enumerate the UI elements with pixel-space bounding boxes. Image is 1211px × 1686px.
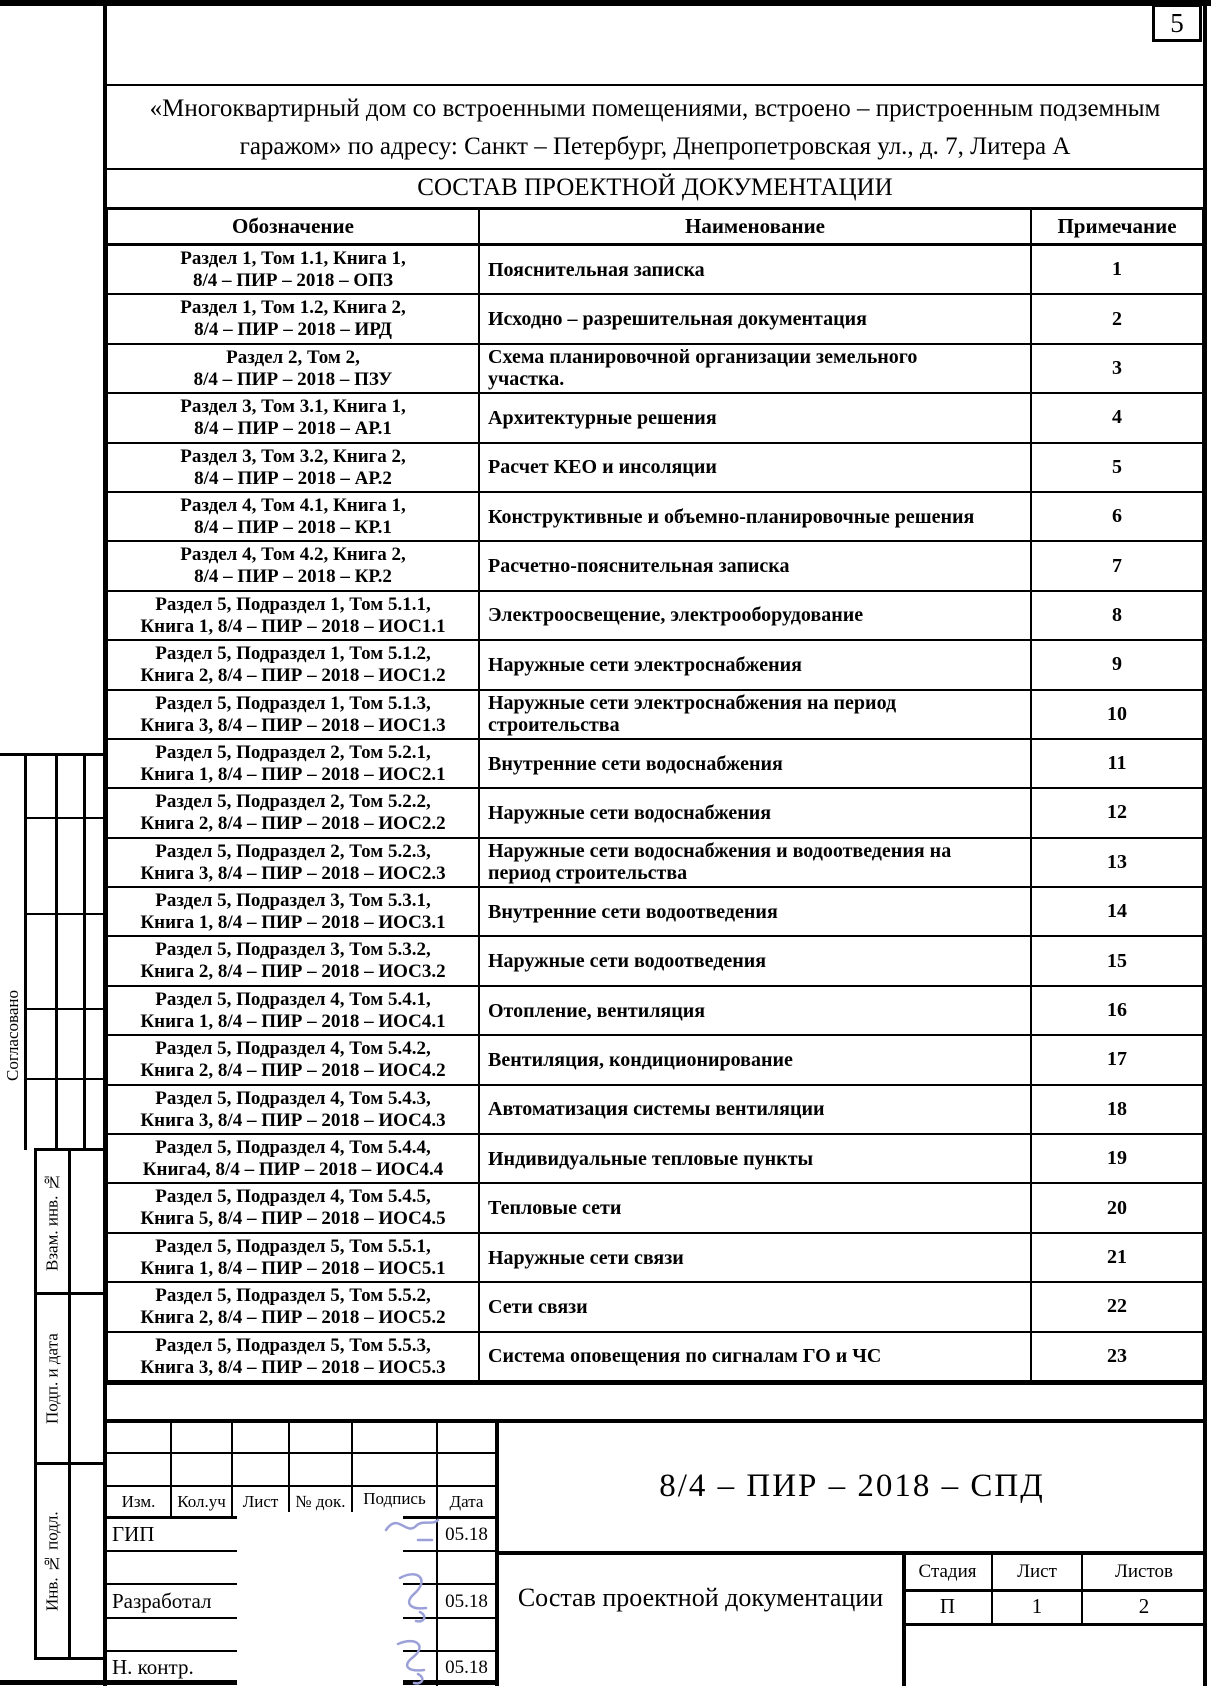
sidebar-vline-3 (83, 753, 86, 1150)
designation-line1: Раздел 5, Подраздел 4, Том 5.4.1, (155, 988, 431, 1010)
table-cell-designation (108, 1036, 480, 1085)
table-cell-note: 1 (1032, 246, 1202, 295)
rev-header-dok: № док. (295, 1491, 346, 1511)
table-cell-note: 7 (1032, 542, 1202, 591)
table-cell-name: Индивидуальные тепловые пункты (480, 1135, 1032, 1184)
table-cell-designation (108, 493, 480, 542)
designation-line1: Раздел 5, Подраздел 5, Том 5.5.3, (155, 1334, 431, 1356)
table-cell-note: 8 (1032, 592, 1202, 641)
table-cell-designation (108, 246, 480, 295)
table-cell-designation (108, 295, 480, 344)
table-cell-name: Наружные сети водоснабжения и водоотведения на период строительства (480, 839, 1032, 888)
table-cell-name: Наружные сети электроснабжения на период строительства (480, 691, 1032, 740)
designation-line2: 8/4 – ПИР – 2018 – КР.1 (194, 516, 392, 538)
staff-role-nkontr: Н. контр. (112, 1655, 194, 1679)
designation-line1: Раздел 5, Подраздел 1, Том 5.1.1, (155, 593, 431, 615)
designation-line2: Книга 1, 8/4 – ПИР – 2018 – ИОС3.1 (140, 912, 446, 934)
signature-scribble-nkontr (386, 1636, 444, 1686)
designation-line2: Книга 2, 8/4 – ПИР – 2018 – ИОС1.2 (140, 665, 446, 687)
table-cell-designation (108, 1234, 480, 1283)
table-cell-designation (108, 937, 480, 986)
rev-header-izm: Изм. (121, 1491, 156, 1511)
table-cell-designation (108, 1333, 480, 1382)
table-cell-name: Отопление, вентиляция (480, 987, 1032, 1036)
designation-line1: Раздел 4, Том 4.1, Книга 1, (180, 494, 406, 516)
designation-line2: 8/4 – ПИР – 2018 – ОПЗ (192, 270, 394, 291)
designation-line1: Раздел 5, Подраздел 1, Том 5.1.3, (155, 692, 431, 714)
table-cell-designation (108, 839, 480, 888)
table-cell-name: Наружные сети водоснабжения (480, 789, 1032, 838)
table-cell-name: Тепловые сети (480, 1184, 1032, 1233)
table-cell-name: Конструктивные и объемно-планировочные решения (480, 493, 1032, 542)
table-cell-note: 13 (1032, 839, 1202, 888)
stage-hline-2 (905, 1623, 1205, 1626)
table-cell-note: 23 (1032, 1333, 1202, 1382)
table-cell-name: Автоматизация системы вентиляции (480, 1086, 1032, 1135)
rev-header-podpis: Подпись (363, 1488, 426, 1508)
table-cell-designation (108, 789, 480, 838)
designation-line2: Книга 2, 8/4 – ПИР – 2018 – ИОС5.2 (140, 1307, 446, 1329)
table-cell-note: 15 (1032, 937, 1202, 986)
table-cell-designation (108, 888, 480, 937)
table-cell-note: 6 (1032, 493, 1202, 542)
rev-header-list: Лист (242, 1491, 279, 1511)
designation-line2: 8/4 – ПИР – 2018 – ПЗУ (193, 368, 393, 390)
designation-line2: Книга 1, 8/4 – ПИР – 2018 – ИОС5.1 (140, 1257, 446, 1279)
table-cell-designation (108, 641, 480, 690)
designation-line2: Книга 3, 8/4 – ПИР – 2018 – ИОС4.3 (140, 1109, 446, 1131)
sidebar-hline-2 (24, 913, 107, 915)
table-cell-name: Схема планировочной организации земельного участка. (480, 345, 1032, 394)
project-title: «Многоквартирный дом со встроенными помещениями, встроено – пристроенным подземным гаражом» по адресу: Санкт – Петербург, Днепропетровская ул., д. 7, Литера А (149, 95, 1161, 160)
designation-line2: Книга 1, 8/4 – ПИР – 2018 – ИОС2.1 (140, 763, 446, 785)
designation-line1: Раздел 4, Том 4.2, Книга 2, (180, 544, 406, 566)
stage-label: Стадия (918, 1561, 977, 1582)
table-cell-designation (108, 444, 480, 493)
designation-line2: 8/4 – ПИР – 2018 – КР.2 (194, 566, 392, 588)
documentation-table (105, 207, 1205, 1385)
designation-line2: Книга 3, 8/4 – ПИР – 2018 – ИОС1.3 (140, 714, 446, 736)
designation-line2: Книга4, 8/4 – ПИР – 2018 – ИОС4.4 (142, 1159, 444, 1181)
sidebar-hline-4 (24, 1078, 107, 1080)
designation-line1: Раздел 5, Подраздел 5, Том 5.5.2, (155, 1285, 431, 1307)
designation-line1: Раздел 5, Подраздел 3, Том 5.3.2, (155, 939, 431, 961)
table-cell-note: 3 (1032, 345, 1202, 394)
table-cell-designation (108, 691, 480, 740)
designation-line1: Раздел 5, Подраздел 4, Том 5.4.2, (155, 1038, 431, 1060)
table-cell-note: 12 (1032, 789, 1202, 838)
staff-date-gip: 05.18 (445, 1524, 488, 1545)
table-cell-name: Наружные сети связи (480, 1234, 1032, 1283)
column-header-name: Наименование (480, 210, 1032, 246)
table-cell-designation (108, 1135, 480, 1184)
designation-line1: Раздел 1, Том 1.1, Книга 1, (180, 248, 406, 269)
staff-role-gip: ГИП (112, 1522, 155, 1546)
document-code: 8/4 – ПИР – 2018 – СПД (659, 1467, 1045, 1504)
sheets-label: Листов (1114, 1561, 1173, 1582)
table-cell-designation (108, 345, 480, 394)
table-cell-note: 10 (1032, 691, 1202, 740)
designation-line2: Книга 2, 8/4 – ПИР – 2018 – ИОС2.2 (140, 813, 446, 835)
table-cell-designation (108, 740, 480, 789)
table-cell-designation (108, 1184, 480, 1233)
signature-scribble-gip (380, 1496, 442, 1552)
designation-line2: Книга 2, 8/4 – ПИР – 2018 – ИОС4.2 (140, 1060, 446, 1082)
table-cell-name: Сети связи (480, 1283, 1032, 1332)
table-cell-designation (108, 1283, 480, 1332)
header-top-divider (107, 84, 1203, 86)
approved-label: Согласовано (3, 990, 22, 1082)
vzam-inv-label: Взам. инв. № (42, 1172, 62, 1271)
signature-scribble-razrabotal (386, 1566, 444, 1624)
sidebar-top-line (0, 753, 107, 756)
section-title: СОСТАВ ПРОЕКТНОЙ ДОКУМЕНТАЦИИ (417, 174, 893, 201)
document-name: Состав проектной документации (517, 1583, 884, 1612)
sidebar-hline-3 (24, 1008, 107, 1010)
table-cell-name: Наружные сети водоотведения (480, 937, 1032, 986)
designation-line1: Раздел 1, Том 1.2, Книга 2, (180, 297, 406, 319)
redaction-rectangle (237, 1512, 403, 1686)
sheet-label: Лист (1017, 1561, 1057, 1582)
inv-podl-label: Инв. № подл. (42, 1511, 62, 1611)
header-bottom-divider (107, 168, 1203, 170)
designation-line2: Книга 5, 8/4 – ПИР – 2018 – ИОС4.5 (140, 1208, 446, 1230)
table-cell-name: Исходно – разрешительная документация (480, 295, 1032, 344)
table-cell-note: 14 (1032, 888, 1202, 937)
table-cell-designation (108, 394, 480, 443)
designation-line2: 8/4 – ПИР – 2018 – АР.2 (194, 467, 392, 489)
invblock-bottom-line (34, 1657, 107, 1660)
podp-data-label: Подп. и дата (42, 1333, 62, 1424)
rev-header-koluch: Кол.уч (177, 1491, 226, 1511)
sidebar-vline-2 (55, 753, 58, 1150)
table-cell-note: 5 (1032, 444, 1202, 493)
sheet-value: 1 (1031, 1594, 1043, 1618)
table-cell-name: Электроосвещение, электрооборудование (480, 592, 1032, 641)
sidebar-hline-1 (24, 817, 107, 819)
table-cell-name: Вентиляция, кондиционирование (480, 1036, 1032, 1085)
designation-line1: Раздел 5, Подраздел 4, Том 5.4.5, (155, 1186, 431, 1208)
designation-line1: Раздел 5, Подраздел 1, Том 5.1.2, (155, 643, 431, 665)
designation-line1: Раздел 5, Подраздел 2, Том 5.2.3, (155, 840, 431, 862)
table-cell-name: Наружные сети электроснабжения (480, 641, 1032, 690)
titleblock-hline-1 (107, 1452, 497, 1454)
table-cell-note: 17 (1032, 1036, 1202, 1085)
table-cell-name: Внутренние сети водоснабжения (480, 740, 1032, 789)
table-cell-name: Архитектурные решения (480, 394, 1032, 443)
rev-header-data: Дата (449, 1491, 484, 1511)
column-header-note: Примечание (1032, 210, 1202, 246)
column-header-designation: Обозначение (108, 210, 480, 246)
designation-line1: Раздел 2, Том 2, (226, 346, 360, 368)
sheets-value: 2 (1138, 1594, 1150, 1618)
table-cell-designation (108, 987, 480, 1036)
page-number: 5 (1170, 7, 1184, 38)
designation-line1: Раздел 5, Подраздел 2, Том 5.2.1, (155, 741, 431, 763)
designation-line1: Раздел 5, Подраздел 4, Том 5.4.4, (155, 1137, 431, 1159)
designation-line2: Книга 3, 8/4 – ПИР – 2018 – ИОС5.3 (140, 1356, 446, 1378)
table-cell-note: 11 (1032, 740, 1202, 789)
designation-line1: Раздел 5, Подраздел 3, Том 5.3.1, (155, 890, 431, 912)
stage-value: П (939, 1594, 956, 1618)
designation-line1: Раздел 5, Подраздел 2, Том 5.2.2, (155, 791, 431, 813)
designation-line1: Раздел 3, Том 3.1, Книга 1, (180, 396, 406, 418)
table-cell-note: 16 (1032, 987, 1202, 1036)
designation-line2: 8/4 – ПИР – 2018 – ИРД (194, 319, 392, 341)
staff-date-nkontr: 05.18 (445, 1657, 488, 1678)
designation-line1: Раздел 5, Подраздел 4, Том 5.4.3, (155, 1087, 431, 1109)
designation-line2: Книга 1, 8/4 – ПИР – 2018 – ИОС4.1 (140, 1010, 446, 1032)
table-cell-name: Внутренние сети водоотведения (480, 888, 1032, 937)
page-number-box (1152, 4, 1202, 42)
table-cell-note: 18 (1032, 1086, 1202, 1135)
table-cell-name: Расчетно-пояснительная записка (480, 542, 1032, 591)
designation-line2: Книга 3, 8/4 – ПИР – 2018 – ИОС2.3 (140, 862, 446, 884)
designation-line2: Книга 1, 8/4 – ПИР – 2018 – ИОС1.1 (140, 615, 446, 637)
staff-date-razrabotal: 05.18 (445, 1591, 488, 1612)
table-cell-name: Пояснительная записка (480, 246, 1032, 295)
table-cell-designation (108, 542, 480, 591)
table-cell-note: 19 (1032, 1135, 1202, 1184)
designation-line1: Раздел 5, Подраздел 5, Том 5.5.1, (155, 1235, 431, 1257)
table-cell-note: 2 (1032, 295, 1202, 344)
designation-line2: Книга 2, 8/4 – ПИР – 2018 – ИОС3.2 (140, 961, 446, 983)
table-cell-designation (108, 592, 480, 641)
table-cell-note: 21 (1032, 1234, 1202, 1283)
table-cell-note: 20 (1032, 1184, 1202, 1233)
staff-role-razrabotal: Разработал (112, 1589, 212, 1613)
table-cell-note: 22 (1032, 1283, 1202, 1332)
table-cell-note: 4 (1032, 394, 1202, 443)
table-cell-designation (108, 1086, 480, 1135)
frame-top-line (0, 0, 1211, 6)
table-cell-name: Система оповещения по сигналам ГО и ЧС (480, 1333, 1032, 1382)
designation-line1: Раздел 3, Том 3.2, Книга 2, (180, 445, 406, 467)
designation-line2: 8/4 – ПИР – 2018 – АР.1 (194, 418, 392, 440)
table-cell-note: 9 (1032, 641, 1202, 690)
table-cell-name: Расчет КЕО и инсоляции (480, 444, 1032, 493)
